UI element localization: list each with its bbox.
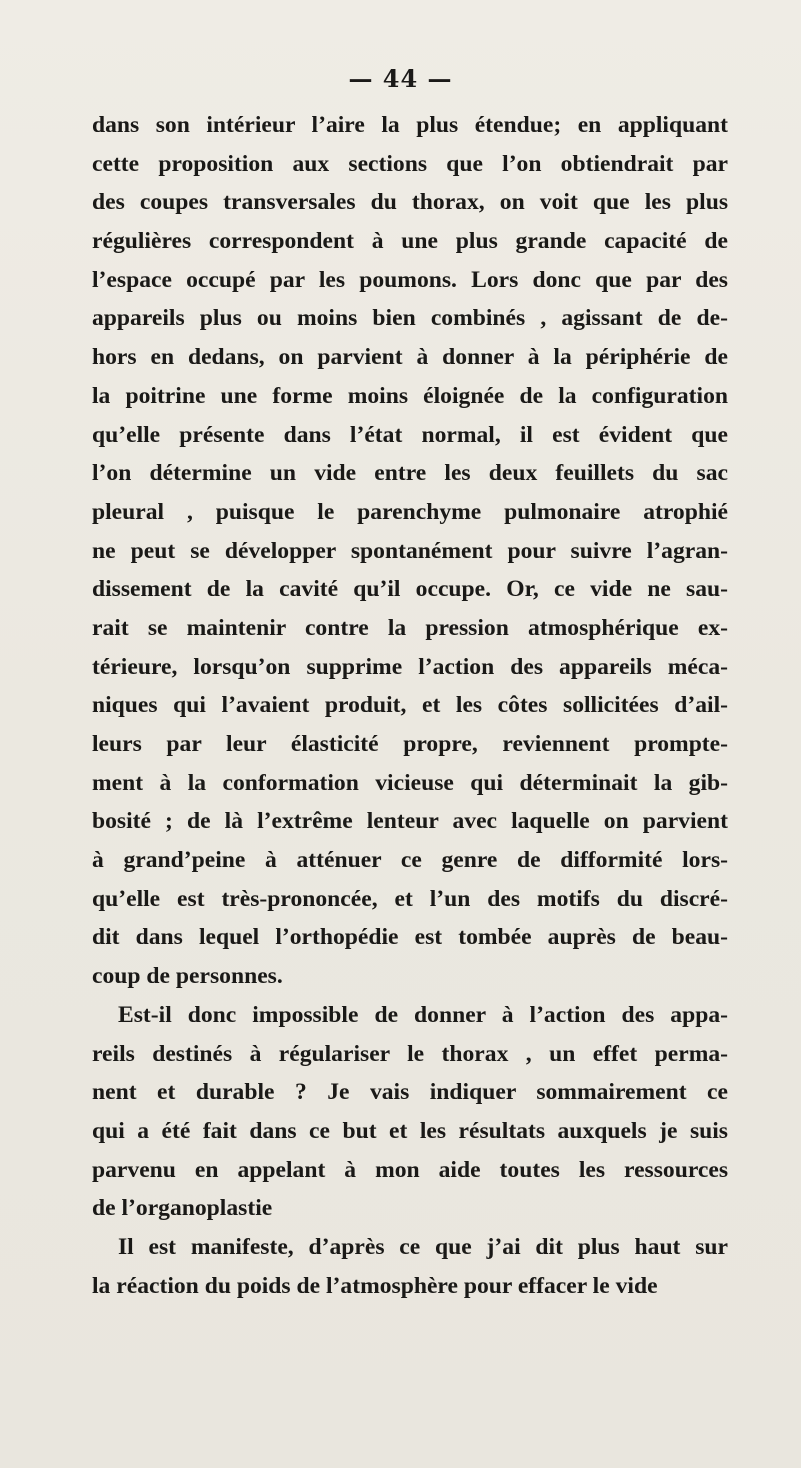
page-number: — 44 — — [348, 64, 453, 93]
text-line: des coupes transversales du thorax, on voit que les plus — [92, 189, 728, 216]
text-line: de l’organoplastie — [92, 1195, 273, 1222]
text-line: qu’elle est très-prononcée, et l’un des motifs du discré- — [92, 885, 728, 912]
text-line: hors en dedans, on parvient à donner à la périphérie de — [92, 344, 728, 371]
text-line: reils destinés à régulariser le thorax , un effet perma- — [92, 1040, 728, 1067]
text-line: la poitrine une forme moins éloignée de la configuration — [92, 382, 728, 409]
text-line: cette proposition aux sections que l’on obtiendrait par — [92, 150, 728, 177]
paragraph — [92, 106, 728, 996]
text-line: parvenu en appelant à mon aide toutes les ressources — [92, 1156, 728, 1183]
text-line: qui a été fait dans ce but et les résultats auxquels je suis — [92, 1117, 728, 1144]
text-line: l’espace occupé par les poumons. Lors donc que par des — [92, 266, 728, 293]
text-line: Il est manifeste, d’après ce que j’ai dit plus haut sur — [118, 1233, 728, 1260]
paragraph — [92, 1228, 728, 1305]
text-line: dissement de la cavité qu’il occupe. Or, ce vide ne sau- — [92, 576, 728, 603]
text-line: dit dans lequel l’orthopédie est tombée auprès de beau- — [92, 924, 728, 951]
text-line: dans son intérieur l’aire la plus étendue; en appliquant — [92, 112, 728, 138]
text-line: rait se maintenir contre la pression atmosphérique ex- — [92, 614, 728, 641]
text-line: régulières correspondent à une plus grande capacité de — [92, 228, 728, 255]
text-line: à grand’peine à atténuer ce genre de difformité lors- — [92, 847, 728, 874]
text-line: térieure, lorsqu’on supprime l’action des appareils méca- — [92, 653, 728, 680]
text-line: l’on détermine un vide entre les deux feuillets du sac — [92, 460, 728, 487]
text-line: pleural , puisque le parenchyme pulmonaire atrophié — [92, 498, 728, 525]
text-line: la réaction du poids de l’atmosphère pour effacer le vide — [92, 1272, 658, 1299]
text-line: ne peut se développer spontanément pour suivre l’agran- — [92, 537, 728, 564]
text-line: Est-il donc impossible de donner à l’action des appa- — [118, 1001, 728, 1028]
body-text — [92, 106, 728, 1305]
text-line: bosité ; de là l’extrême lenteur avec laquelle on parvient — [92, 808, 728, 835]
text-line: nent et durable ? Je vais indiquer sommairement ce — [92, 1079, 728, 1106]
text-line: ment à la conformation vicieuse qui déterminait la gib- — [92, 769, 728, 796]
text-line: coup de personnes. — [92, 963, 283, 990]
text-line: qu’elle présente dans l’état normal, il est évident que — [92, 421, 728, 448]
text-line: leurs par leur élasticité propre, reviennent prompte- — [92, 731, 728, 757]
paragraph — [92, 996, 728, 1228]
text-line: niques qui l’avaient produit, et les côtes sollicitées d’ail- — [92, 692, 728, 719]
text-line: appareils plus ou moins bien combinés , agissant de de- — [92, 305, 728, 332]
